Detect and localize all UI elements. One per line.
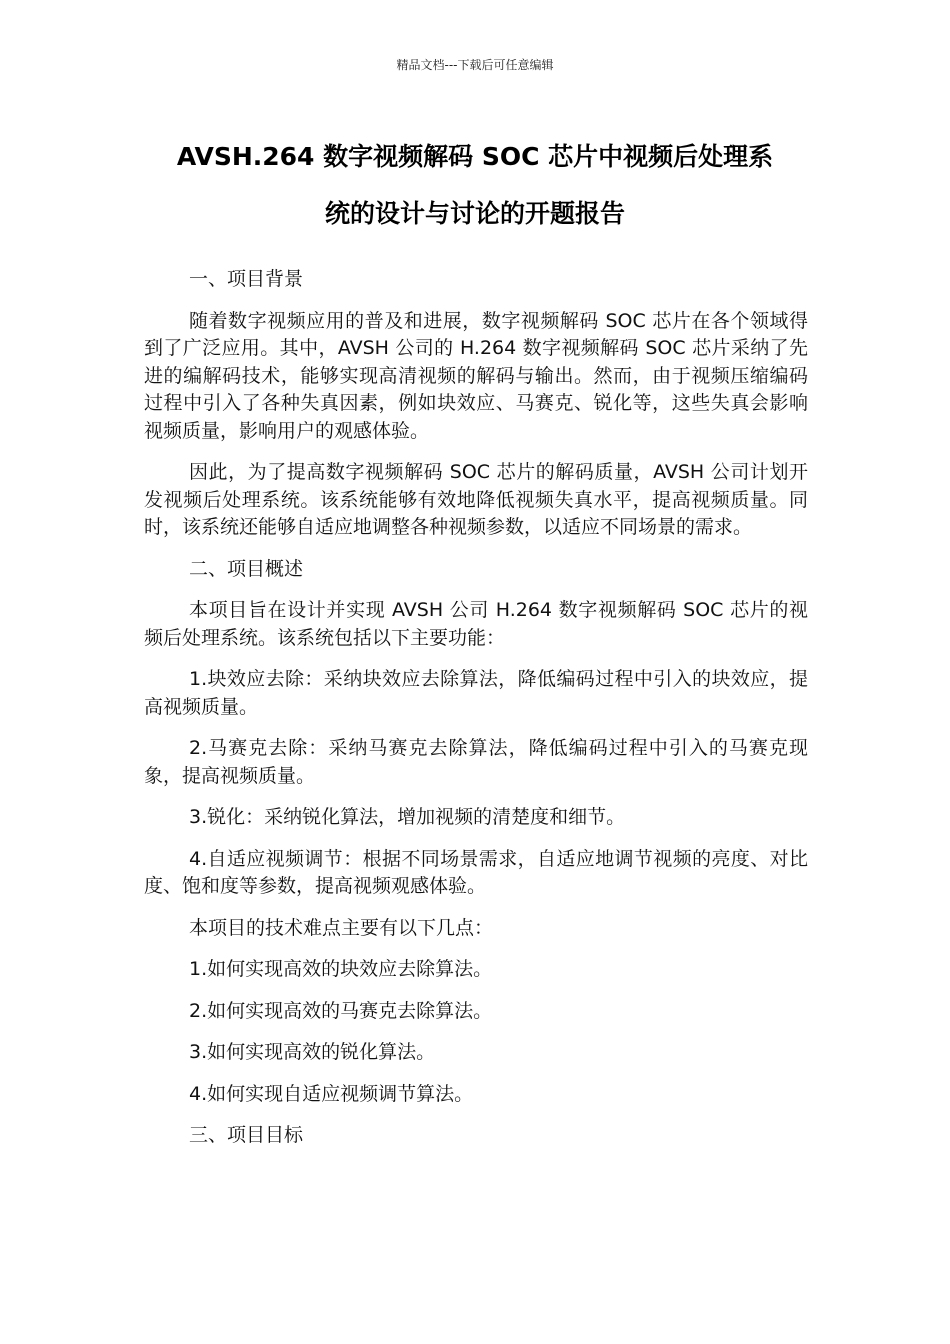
page-header: 精品文档---下载后可任意编辑 bbox=[396, 58, 554, 72]
paragraph-background-1: 随着数字视频应用的普及和进展，数字视频解码 SOC 芯片在各个领域得到了广泛应用。其中，AVSH 公司的 H.264 数字视频解码 SOC 芯片采纳了先进的编解码技术，能够实现高清视频的解码与输出。然而，由于视频压缩编码过程中引入了各种失真因素，例如块效应、马赛克、锐化等，这些失真会影响视频质量，影响用户的观感体验。 bbox=[144, 309, 808, 442]
paragraph-difficulty-intro: 本项目的技术难点主要有以下几点： bbox=[189, 916, 494, 939]
document-body bbox=[144, 266, 808, 1164]
document-title bbox=[120, 128, 830, 242]
list-item-difficulty-4: 4.如何实现自适应视频调节算法。 bbox=[189, 1082, 474, 1105]
title-line-1: AVSH.264 数字视频解码 SOC 芯片中视频后处理系 bbox=[176, 142, 774, 171]
list-item-feature-4: 4.自适应视频调节：根据不同场景需求，自适应地调节视频的亮度、对比度、饱和度等参数，提高视频观感体验。 bbox=[144, 847, 808, 897]
list-item-difficulty-2: 2.如何实现高效的马赛克去除算法。 bbox=[189, 999, 493, 1022]
section-heading-goals: 三、项目目标 bbox=[189, 1124, 304, 1146]
list-item-feature-3: 3.锐化：采纳锐化算法，增加视频的清楚度和细节。 bbox=[189, 806, 626, 828]
paragraph-background-2: 因此，为了提高数字视频解码 SOC 芯片的解码质量，AVSH 公司计划开发视频后处理系统。该系统能够有效地降低视频失真水平，提高视频质量。同时，该系统还能够自适应地调整各种视频参数，以适应不同场景的需求。 bbox=[144, 461, 808, 538]
paragraph-overview-1: 本项目旨在设计并实现 AVSH 公司 H.264 数字视频解码 SOC 芯片的视频后处理系统。该系统包括以下主要功能： bbox=[144, 599, 808, 649]
list-item-difficulty-1: 1.如何实现高效的块效应去除算法。 bbox=[189, 958, 493, 980]
list-item-feature-1: 1.块效应去除：采纳块效应去除算法，降低编码过程中引入的块效应，提高视频质量。 bbox=[144, 668, 808, 718]
list-item-difficulty-3: 3.如何实现高效的锐化算法。 bbox=[189, 1041, 436, 1063]
title-line-2: 统的设计与讨论的开题报告 bbox=[324, 199, 625, 228]
section-heading-background: 一、项目背景 bbox=[189, 268, 304, 290]
section-heading-overview: 二、项目概述 bbox=[189, 557, 304, 580]
list-item-feature-2: 2.马赛克去除：采纳马赛克去除算法，降低编码过程中引入的马赛克现象，提高视频质量。 bbox=[144, 737, 808, 787]
